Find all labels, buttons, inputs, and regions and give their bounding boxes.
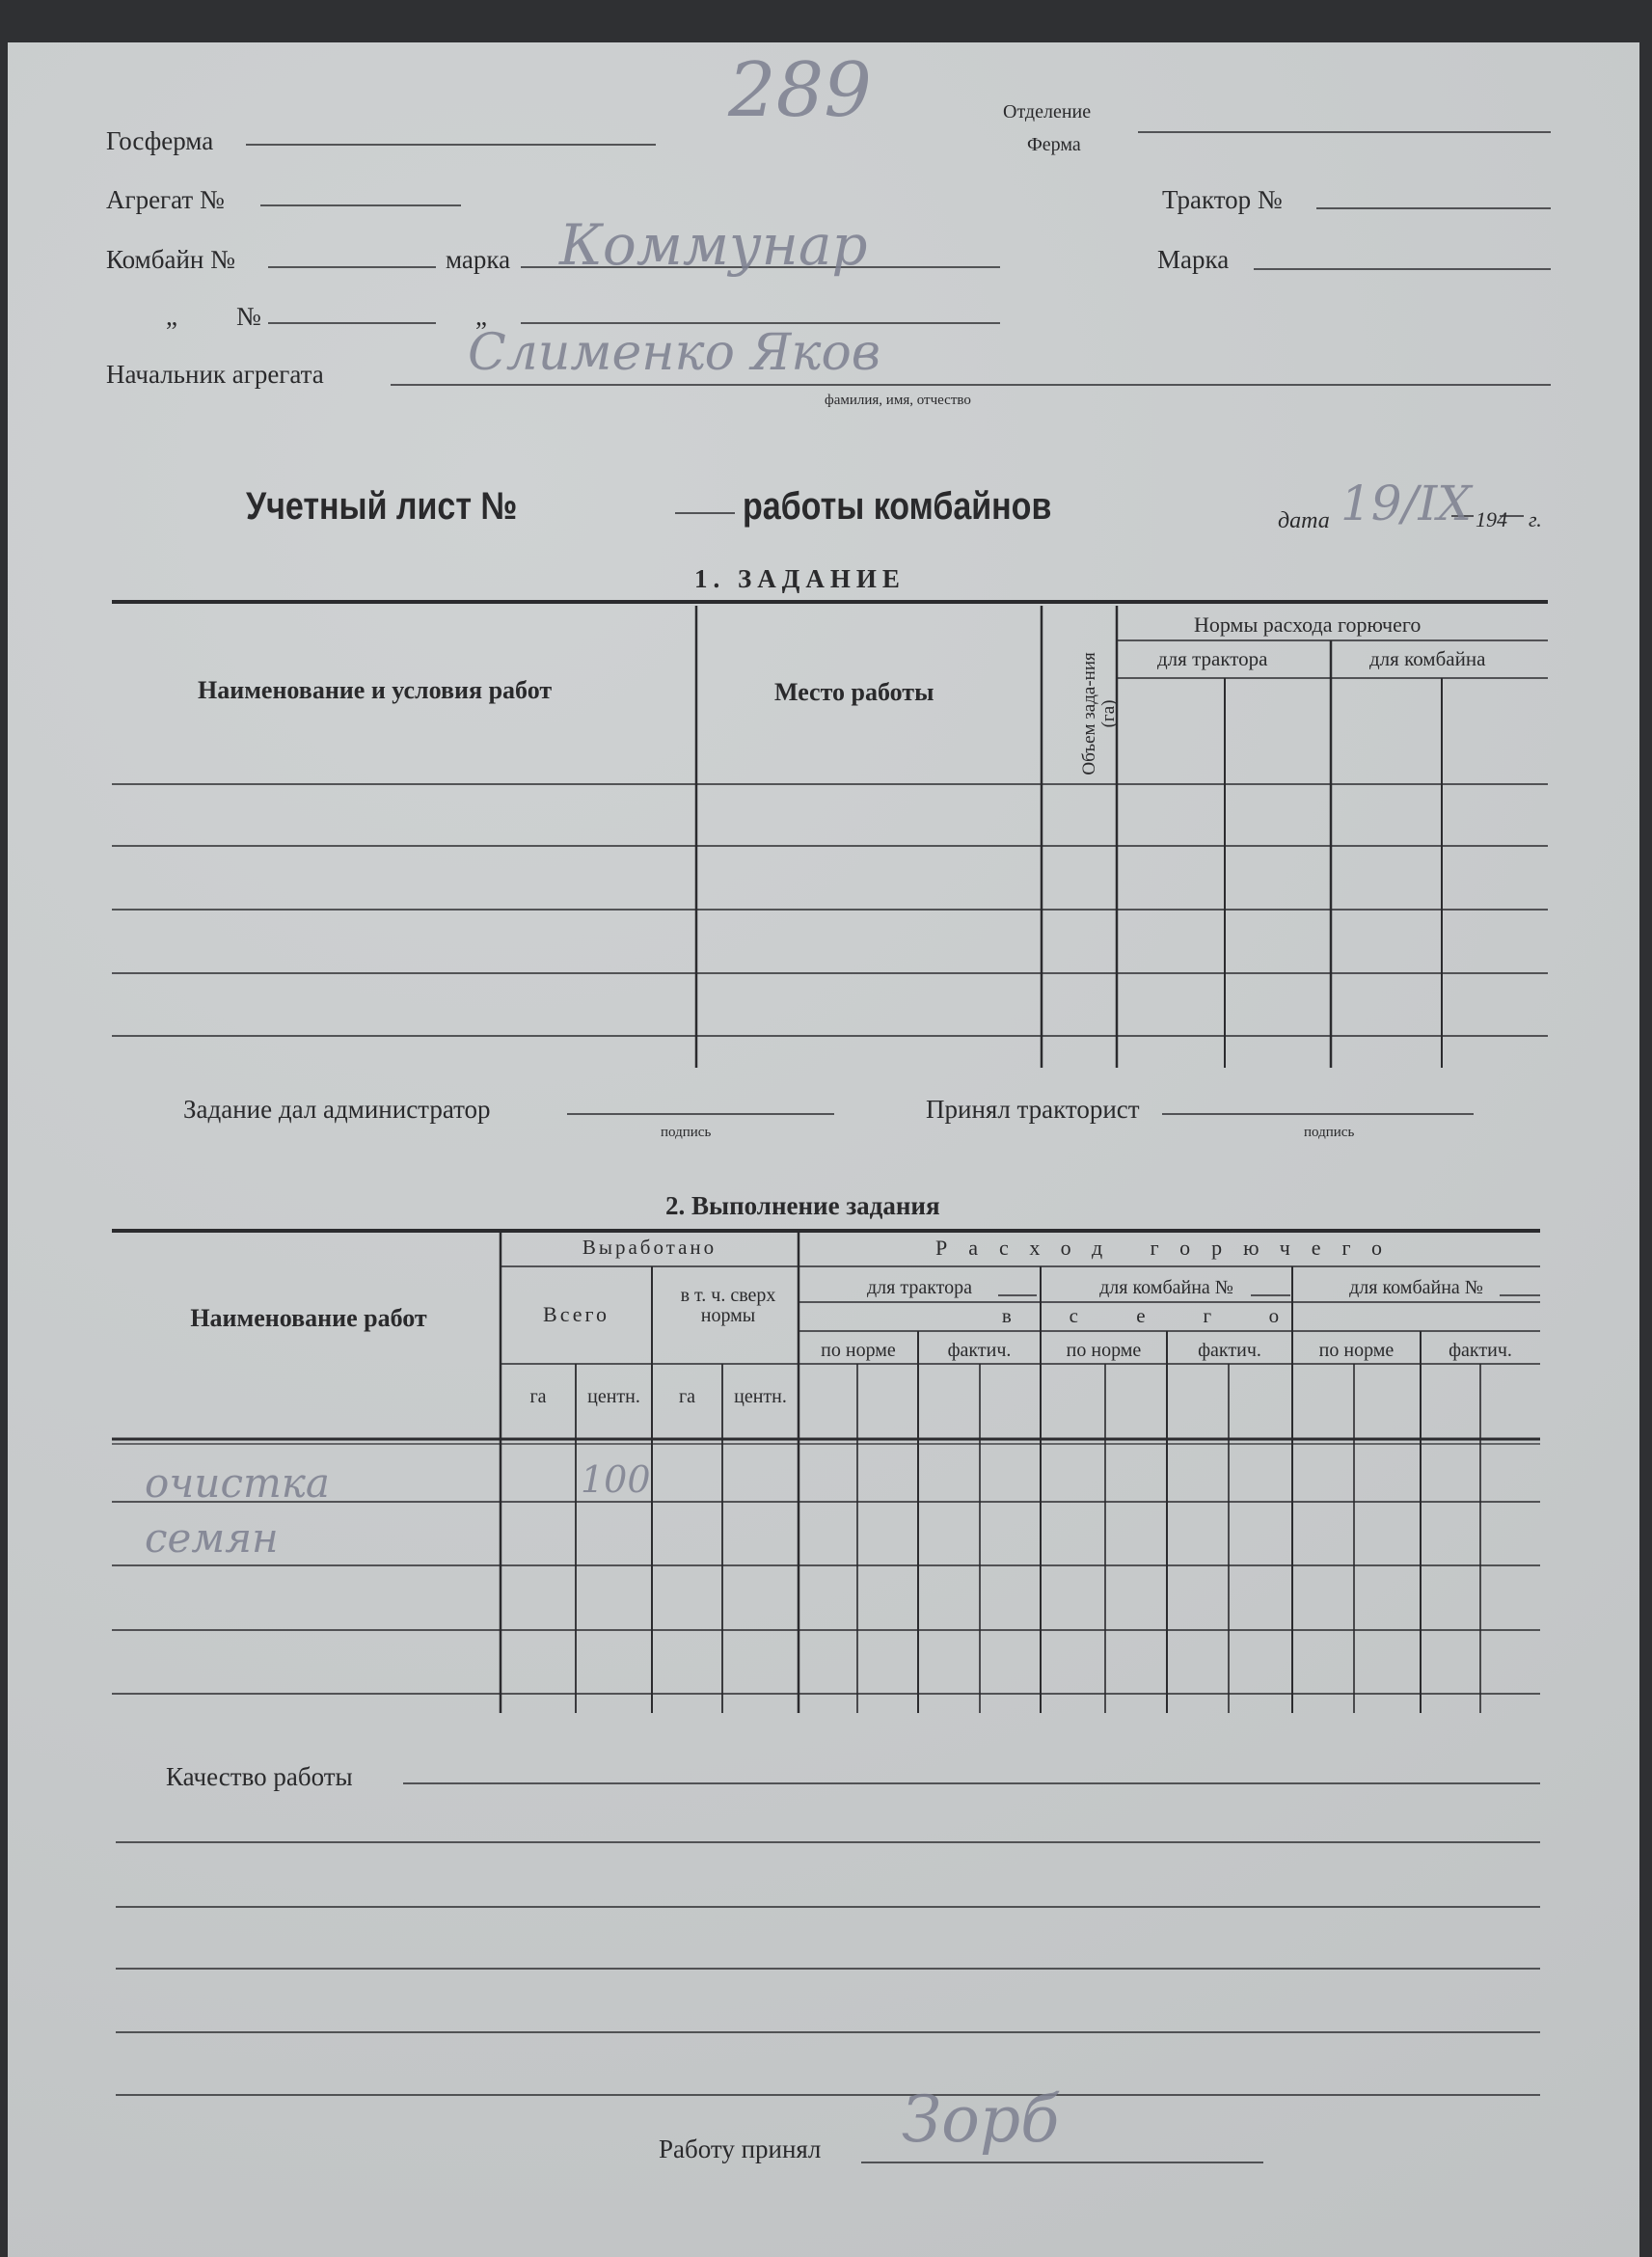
exec-col-combine1: для комбайна № — [1099, 1277, 1233, 1298]
quality-label: Качество работы — [166, 1762, 353, 1791]
task-col-place: Место работы — [774, 678, 934, 706]
aggregate-label: Агрегат № — [106, 185, 225, 214]
exec-col-cent2: центн. — [734, 1386, 787, 1407]
task-col-name: Наименование и условия работ — [198, 676, 553, 704]
execution-heading: 2. Выполнение задания — [665, 1191, 940, 1220]
exec-col-ha: га — [529, 1386, 547, 1407]
task-col-volume: Объем зада-ния (га) — [1079, 652, 1119, 775]
handwritten-number: 289 — [728, 47, 872, 134]
ditto-mark: „ — [166, 302, 177, 331]
ditto-mark-2: „ — [475, 302, 487, 331]
farm-label: Госферма — [106, 126, 214, 155]
exec-col-ha2: га — [678, 1386, 696, 1407]
tractorist-label: Принял тракторист — [926, 1095, 1140, 1124]
task-col-combine: для комбайна — [1369, 647, 1486, 670]
exec-sub-3: фактич. — [1198, 1340, 1261, 1361]
exec-col-cent: центн. — [587, 1386, 640, 1407]
exec-col-fuel: Расход горючего — [934, 1236, 1404, 1260]
handwritten-chief[interactable]: Слименко Яков — [468, 324, 881, 382]
handwritten-brand[interactable]: Коммунар — [559, 212, 868, 278]
exec-sub-2: по норме — [1066, 1340, 1142, 1361]
admin-label: Задание дал администратор — [183, 1095, 491, 1124]
exec-col-total: Всего — [543, 1302, 609, 1326]
chief-caption: фамилия, имя, отчество — [825, 393, 971, 408]
exec-col-combine2: для комбайна № — [1349, 1277, 1483, 1298]
brand-label: марка — [446, 245, 511, 274]
admin-signature-caption: подпись — [661, 1125, 712, 1140]
exec-sub-4: по норме — [1318, 1340, 1395, 1361]
exec-row-name[interactable]: очистка семян — [145, 1459, 330, 1562]
title-left: Учетный лист № — [246, 485, 518, 528]
chief-label: Начальник агрегата — [106, 360, 324, 389]
combine2-no-label: № — [236, 302, 261, 331]
ferma-label: Ферма — [1027, 134, 1081, 155]
exec-sub-0: по норме — [821, 1340, 896, 1361]
year-suffix: г. — [1529, 507, 1542, 531]
task-heading: 1. ЗАДАНИЕ — [694, 564, 906, 593]
exec-col-tractor: для трактора — [866, 1277, 973, 1298]
exec-col-over: в т. ч. сверх нормы — [680, 1285, 776, 1326]
brand-label-right: Марка — [1157, 245, 1230, 274]
tractorist-signature-caption: подпись — [1304, 1125, 1355, 1140]
date-value[interactable]: 19/IX — [1341, 476, 1472, 531]
exec-sub-5: фактич. — [1449, 1340, 1512, 1361]
tractor-label: Трактор № — [1162, 185, 1283, 214]
date-label: дата — [1278, 508, 1330, 533]
exec-col-done: Выработано — [582, 1236, 718, 1259]
exec-row-cent[interactable]: 100 — [581, 1458, 651, 1501]
title-right: работы комбайнов — [743, 485, 1052, 528]
exec-sub-1: фактич. — [947, 1340, 1012, 1361]
department-label: Отделение — [1003, 101, 1092, 122]
accepted-label: Работу принял — [659, 2135, 822, 2163]
accepted-signature[interactable]: Зорб — [902, 2082, 1060, 2157]
exec-col-all: всего — [1001, 1304, 1338, 1327]
year-prefix: 194 — [1476, 507, 1507, 531]
combine-label: Комбайн № — [106, 245, 235, 274]
exec-col-name: Наименование работ — [190, 1304, 427, 1332]
task-col-tractor: для трактора — [1157, 647, 1268, 670]
task-col-fuel: Нормы расхода горючего — [1194, 612, 1422, 637]
